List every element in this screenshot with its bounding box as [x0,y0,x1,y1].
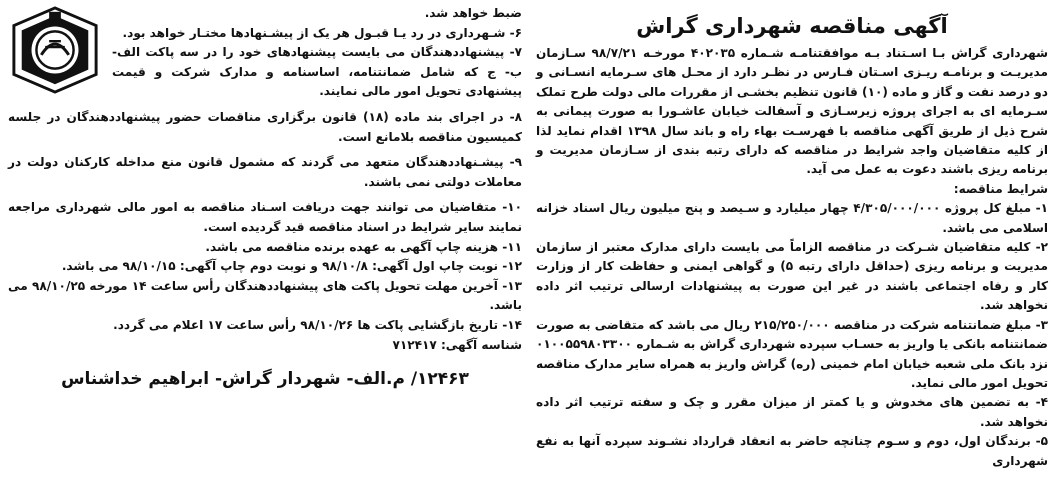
condition-item: ۱۱- هزینه چاپ آگهی به عهده برنده مناقصه می باشد. [205,239,522,254]
condition-item: ۷- پیشنهاددهندگان می بایست پیشنهادهای خود را در سه پاکت الف- ب- ج که شامل ضمانتنامه، اساسنامه و مدارک شرکت و قیمت پیشنهادی تحویل امور مالی نمایند. [112,45,522,99]
condition-item: ۱۳- آخرین مهلت تحویل پاکت های پیشنهاددهندگان رأس ساعت ۱۴ مورخه ۹۸/۱۰/۲۵ می باشد. [8,278,522,313]
condition-item: ۸- در اجرای بند ماده (۱۸) قانون برگزاری مناقصات حضور پیشنهاددهندگان در جلسه کمیسیون مناقصه بلامانع است. [8,109,522,144]
signature-line [8,369,522,389]
condition-item: ۱۴- تاریخ بازگشایی پاکت ها ۹۸/۱۰/۲۶ رأس ساعت ۱۷ اعلام می گردد. [113,317,522,332]
signature-separator: - [346,369,354,390]
signature-text: شهردار گراش- ابراهیم خداشناس [61,369,341,390]
notice-title: آگهی مناقصه شهرداری گراش [636,14,948,38]
condition-continuation: ضبط خواهد شد. [424,6,522,20]
condition-item: ۱۲- نوبت چاپ اول آگهی: ۹۸/۱۰/۸ و نوبت دوم چاپ آگهی: ۹۸/۱۰/۱۵ می باشد. [61,259,522,274]
condition-item: ۵- برندگان اول، دوم و سـوم چنانچه حاضر به انعقاد قرارداد نشـوند سپرده آنها به نفع شهرداری [536,434,1048,468]
conditions-heading: شرایط مناقصه: [953,181,1048,196]
condition-item: ۴- به تضمین های مخدوش و یا کمتر از میزان مقرر و چک و سفته ترتیب اثر داده نخواهد شد. [536,395,1048,429]
ad-identifier: شناسه آگهی: ۷۱۲۴۱۷ [392,337,522,352]
condition-item: ۶- شـهرداری در رد یـا قبـول هر یک از پیشـنهادها مختـار خواهد بود. [122,25,522,40]
left-top-block [112,4,522,102]
condition-item: ۱۰- متقاضیان می توانند جهت دریافت اسـناد مناقصه به امور مالی شهرداری مراجعه نمایند سایر شرایط در اسناد مناقصه قید گردیده است. [8,200,522,234]
signature-code: ۱۲۴۶۳/ م.الف [353,369,469,390]
municipality-emblem-icon [6,4,104,96]
condition-item: ۹- پیشـنهاددهندگان متعهد می گردند که مشمول قانون منع مداخله کارکنان دولت در معاملات دولتی نمی باشند. [8,155,522,189]
intro-paragraph: شهرداری گراش بـا اسـتناد بـه موافقتنامـه شـماره ۴۰۲۰۳۵ مورخـه ۹۸/۷/۲۱ سـازمان مدیریـت و برنامـه ریـزی اسـتان فـارس در نظـر دارد از محـل های سـرمایه انسـانی و دو درصد نفت و گاز و ماده (۱۰) قانون تنظیم بخشـی از مقررات مالی دولت طرح تملک سـرمایه ای به اجرای پروژه زیرسـازی و آسفالت خیابان عاشـورا به صورت پیمانی به شرح ذیل از طریق آگهی مناقصه با فهرسـت بهاء راه و باند سال ۱۳۹۸ اقدام نماید لذا از کلیه متقاضیان واجد شرایط در مناقصه که دارای رتبه بندی از سـازمان مدیریت و برنامه ریزی باشند دعوت به عمل می آید. [536,46,1048,177]
condition-item: ۲- کلیه متقاضیان شـرکت در مناقصه الزاماً می بایست دارای مدارک معتبر از سازمان مدیریت و برنامه ریزی (حداقل دارای رتبه ۵) و گواهی ایمنی و حفاظت کار از وزارت کار و رفاه اجتماعی باشند در غیر این صورت به پیشنهادات ارسالی ترتیب اثر داده نخواهد شد. [536,240,1048,313]
right-column [530,0,1058,492]
condition-item: ۱- مبلغ کل پروژه ۴/۳۰۵/۰۰۰/۰۰۰ چهار میلیارد و سـیصد و پنج میلیون ریال اسناد خزانه اسلامی می باشد. [536,201,1048,235]
condition-item: ۳- مبلغ ضمانتنامه شرکت در مناقصه ۲۱۵/۲۵۰/۰۰۰ ریال می باشد که متقاضی به صورت ضمانتنامه بانکی یا واریز به حسـاب سپرده شهرداری گراش به شـماره ۰۱۰۰۵۵۹۸۰۳۳۰۰ نزد بانک ملی شعبه خیابان امام خمینی (ره) گراش واریز به همراه سایر مدارک مناقصه تحویل امور مالی نماید. [536,317,1048,390]
